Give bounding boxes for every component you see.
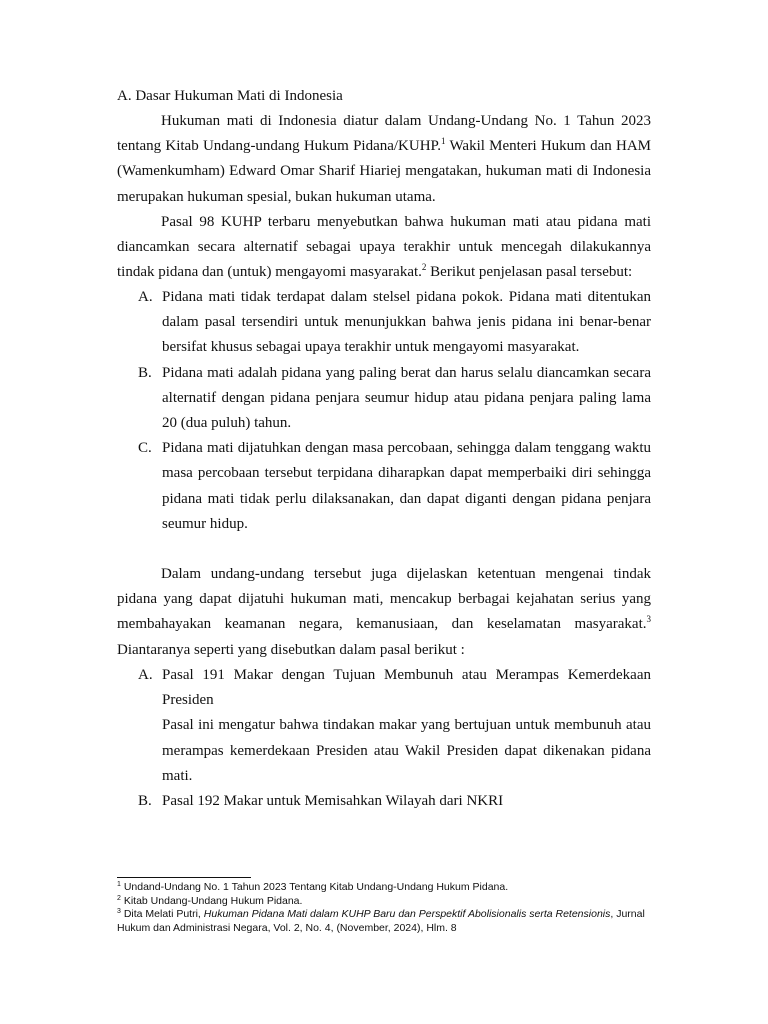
list-item — [117, 436, 651, 537]
list-marker: C. — [138, 440, 152, 457]
list-item — [117, 285, 651, 361]
list-item-text: Pidana mati dijatuhkan dengan masa percobaan, sehingga dalam tenggang waktu masa percobaan tersebut terpidana diharapkan dapat memperbaiki diri sehingga pidana mati tidak perlu dilaksanakan, dan dapat diganti dengan pidana penjara seumur hidup. — [162, 440, 651, 532]
list-item — [117, 789, 651, 814]
footnote-number: 2 — [117, 894, 121, 902]
footnote-separator — [117, 877, 251, 878]
list-item — [117, 663, 651, 789]
footnote-2 — [117, 895, 657, 909]
footnote-text: Kitab Undang-Undang Hukum Pidana. — [123, 894, 303, 907]
list-marker: A. — [138, 667, 153, 683]
list-item — [117, 361, 651, 437]
footnote-number: 3 — [117, 908, 121, 916]
footnote-1 — [117, 881, 657, 895]
list-marker: A. — [138, 289, 153, 305]
paragraph-2-text-a: Pasal 98 KUHP terbaru menyebutkan bahwa hukuman mati atau pidana mati diancamkan secara alternatif sebagai upaya terakhir untuk mencegah dilakukannya tindak pidana dan (untuk) mengayomi masyarakat. — [117, 214, 651, 281]
footnote-text-continued: , Jurnal Hukum dan Administrasi Negara, Vol. 2, No. 4, (November, 2024), Hlm. 8 — [117, 908, 645, 934]
paragraph-3-text-b: Diantaranya seperti yang disebutkan dalam pasal berikut : — [117, 641, 465, 658]
footnote-ref-3[interactable]: 3 — [646, 614, 651, 625]
paragraph-3-text-a: Dalam undang-undang tersebut juga dijelaskan ketentuan mengenai tindak pidana yang dapat dijatuhi hukuman mati, mencakup berbagai kejahatan serius yang membahayakan keamanan negara, kemanusiaan, dan keselamatan masyarakat. — [117, 566, 651, 633]
paragraph-3 — [117, 562, 651, 663]
paragraph-2 — [117, 210, 651, 286]
list-item-title: Pasal 191 Makar dengan Tujuan Membunuh atau Merampas Kemerdekaan Presiden — [162, 667, 651, 709]
list-2 — [117, 663, 651, 814]
list-marker: B. — [138, 364, 152, 381]
list-item-title: Pasal 192 Makar untuk Memisahkan Wilayah dari NKRI — [162, 793, 504, 810]
list-1 — [117, 285, 651, 537]
footnote-cited-title: Hukuman Pidana Mati dalam KUHP Baru dan Perspektif Abolisionalis serta Retensionis — [203, 908, 611, 921]
footnote-text: Undand-Undang No. 1 Tahun 2023 Tentang Kitab Undang-Undang Hukum Pidana. — [123, 881, 509, 893]
list-marker: B. — [138, 793, 152, 810]
paragraph-1-text-b: Wakil Menteri Hukum dan HAM (Wamenkumham) Edward Omar Sharif Hiariej mengatakan, hukuman mati di Indonesia merupakan hukuman spesial, bukan hukuman utama. — [117, 138, 651, 205]
paragraph-1-text-a: Hukuman mati di Indonesia diatur dalam Undang-Undang No. 1 Tahun 2023 tentang Kitab Undang-undang Hukum Pidana/KUHP. — [117, 113, 651, 155]
footnote-3 — [117, 908, 657, 935]
list-item-text: Pidana mati tidak terdapat dalam stelsel pidana pokok. Pidana mati ditentukan dalam pasal tersendiri untuk menunjukkan bahwa jenis pidana ini benar-benar bersifat khusus sebagai upaya terakhir untuk mengayomi masyarakat. — [162, 289, 651, 356]
paragraph-1 — [117, 109, 651, 210]
footnote-number: 1 — [117, 881, 121, 888]
paragraph-2-text-b: Berikut penjelasan pasal tersebut: — [426, 264, 633, 281]
footnote-ref-2[interactable]: 2 — [421, 262, 427, 273]
footnote-ref-1[interactable]: 1 — [440, 136, 446, 147]
footnotes — [117, 881, 657, 935]
section-heading: A. Dasar Hukuman Mati di Indonesia — [117, 88, 343, 104]
list-item-text: Pidana mati adalah pidana yang paling berat dan harus selalu diancamkan secara alternatif dengan pidana penjara seumur hidup atau pidana penjara paling lama 20 (dua puluh) tahun. — [162, 364, 651, 432]
footnote-text: Dita Melati Putri, — [123, 908, 204, 921]
list-item-description: Pasal ini mengatur bahwa tindakan makar yang bertujuan untuk membunuh atau merampas kemerdekaan Presiden atau Wakil Presiden dapat dikenakan pidana mati. — [162, 717, 651, 784]
